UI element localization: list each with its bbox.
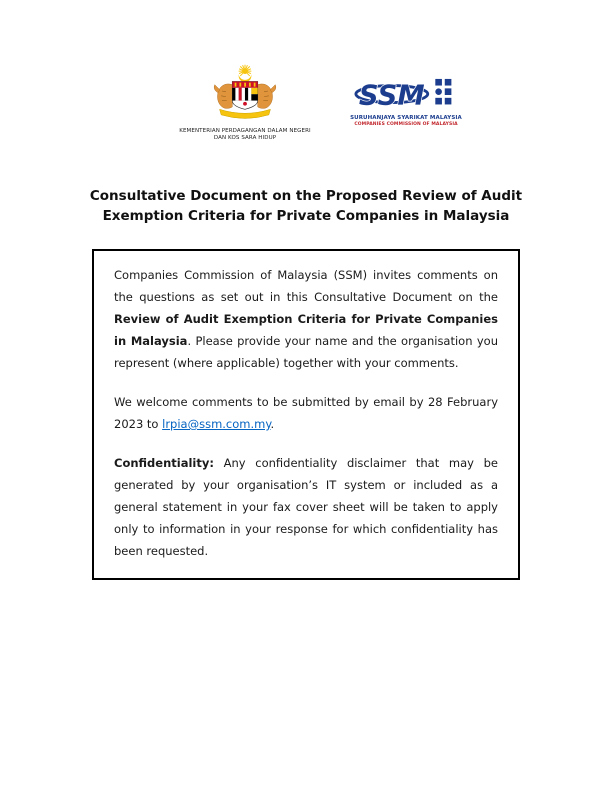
ministry-logo [150,64,340,142]
malaysia-coat-of-arms-icon [197,64,293,126]
ssm-name-malay: SURUHANJAYA SYARIKAT MALAYSIA [350,115,462,121]
email-link[interactable]: lrpia@ssm.com.my [162,417,271,431]
ministry-name-line1: KEMENTERIAN PERDAGANGAN DALAM NEGERI [179,128,311,134]
para-confidentiality-bold-label: Confidentiality: [114,456,214,470]
ssm-logo [350,76,462,128]
para-submission [114,391,498,435]
para-submission-text-after: . [270,417,275,431]
para-submission-text-before: We welcome comments to be submitted by email by 28 February 2023 to [114,395,498,431]
ssm-dot-grid [435,79,451,105]
para-confidentiality-text: Any confidentiality disclaimer that may be generated by your organisation’s IT system or included as a general statement in your fax cover sheet will be taken to apply only to information in your response for which confidentiality has been requested. [114,456,498,558]
document-title: Consultative Document on the Proposed Review of Audit Exemption Criteria for Private Companies in Malaysia [89,188,523,224]
para-invitation [114,264,498,374]
para-invitation-text-before: Companies Commission of Malaysia (SSM) invites comments on the questions as set out in this Consultative Document on the [114,268,498,304]
para-invitation-bold-title: Review of Audit Exemption Criteria for Private Companies in Malaysia [114,312,498,348]
comment-box [92,249,520,580]
para-invitation-text-after: . Please provide your name and the organisation you represent (where applicable) together with your comments. [114,334,498,370]
ministry-name-line2: DAN KOS SARA HIDUP [213,135,277,141]
ssm-name-english: COMPANIES COMMISSION OF MALAYSIA [354,122,458,127]
para-confidentiality [114,452,498,562]
ssm-wordmark: SSM [358,80,425,112]
ssm-logo-icon [354,76,458,114]
header-logos [0,64,612,142]
